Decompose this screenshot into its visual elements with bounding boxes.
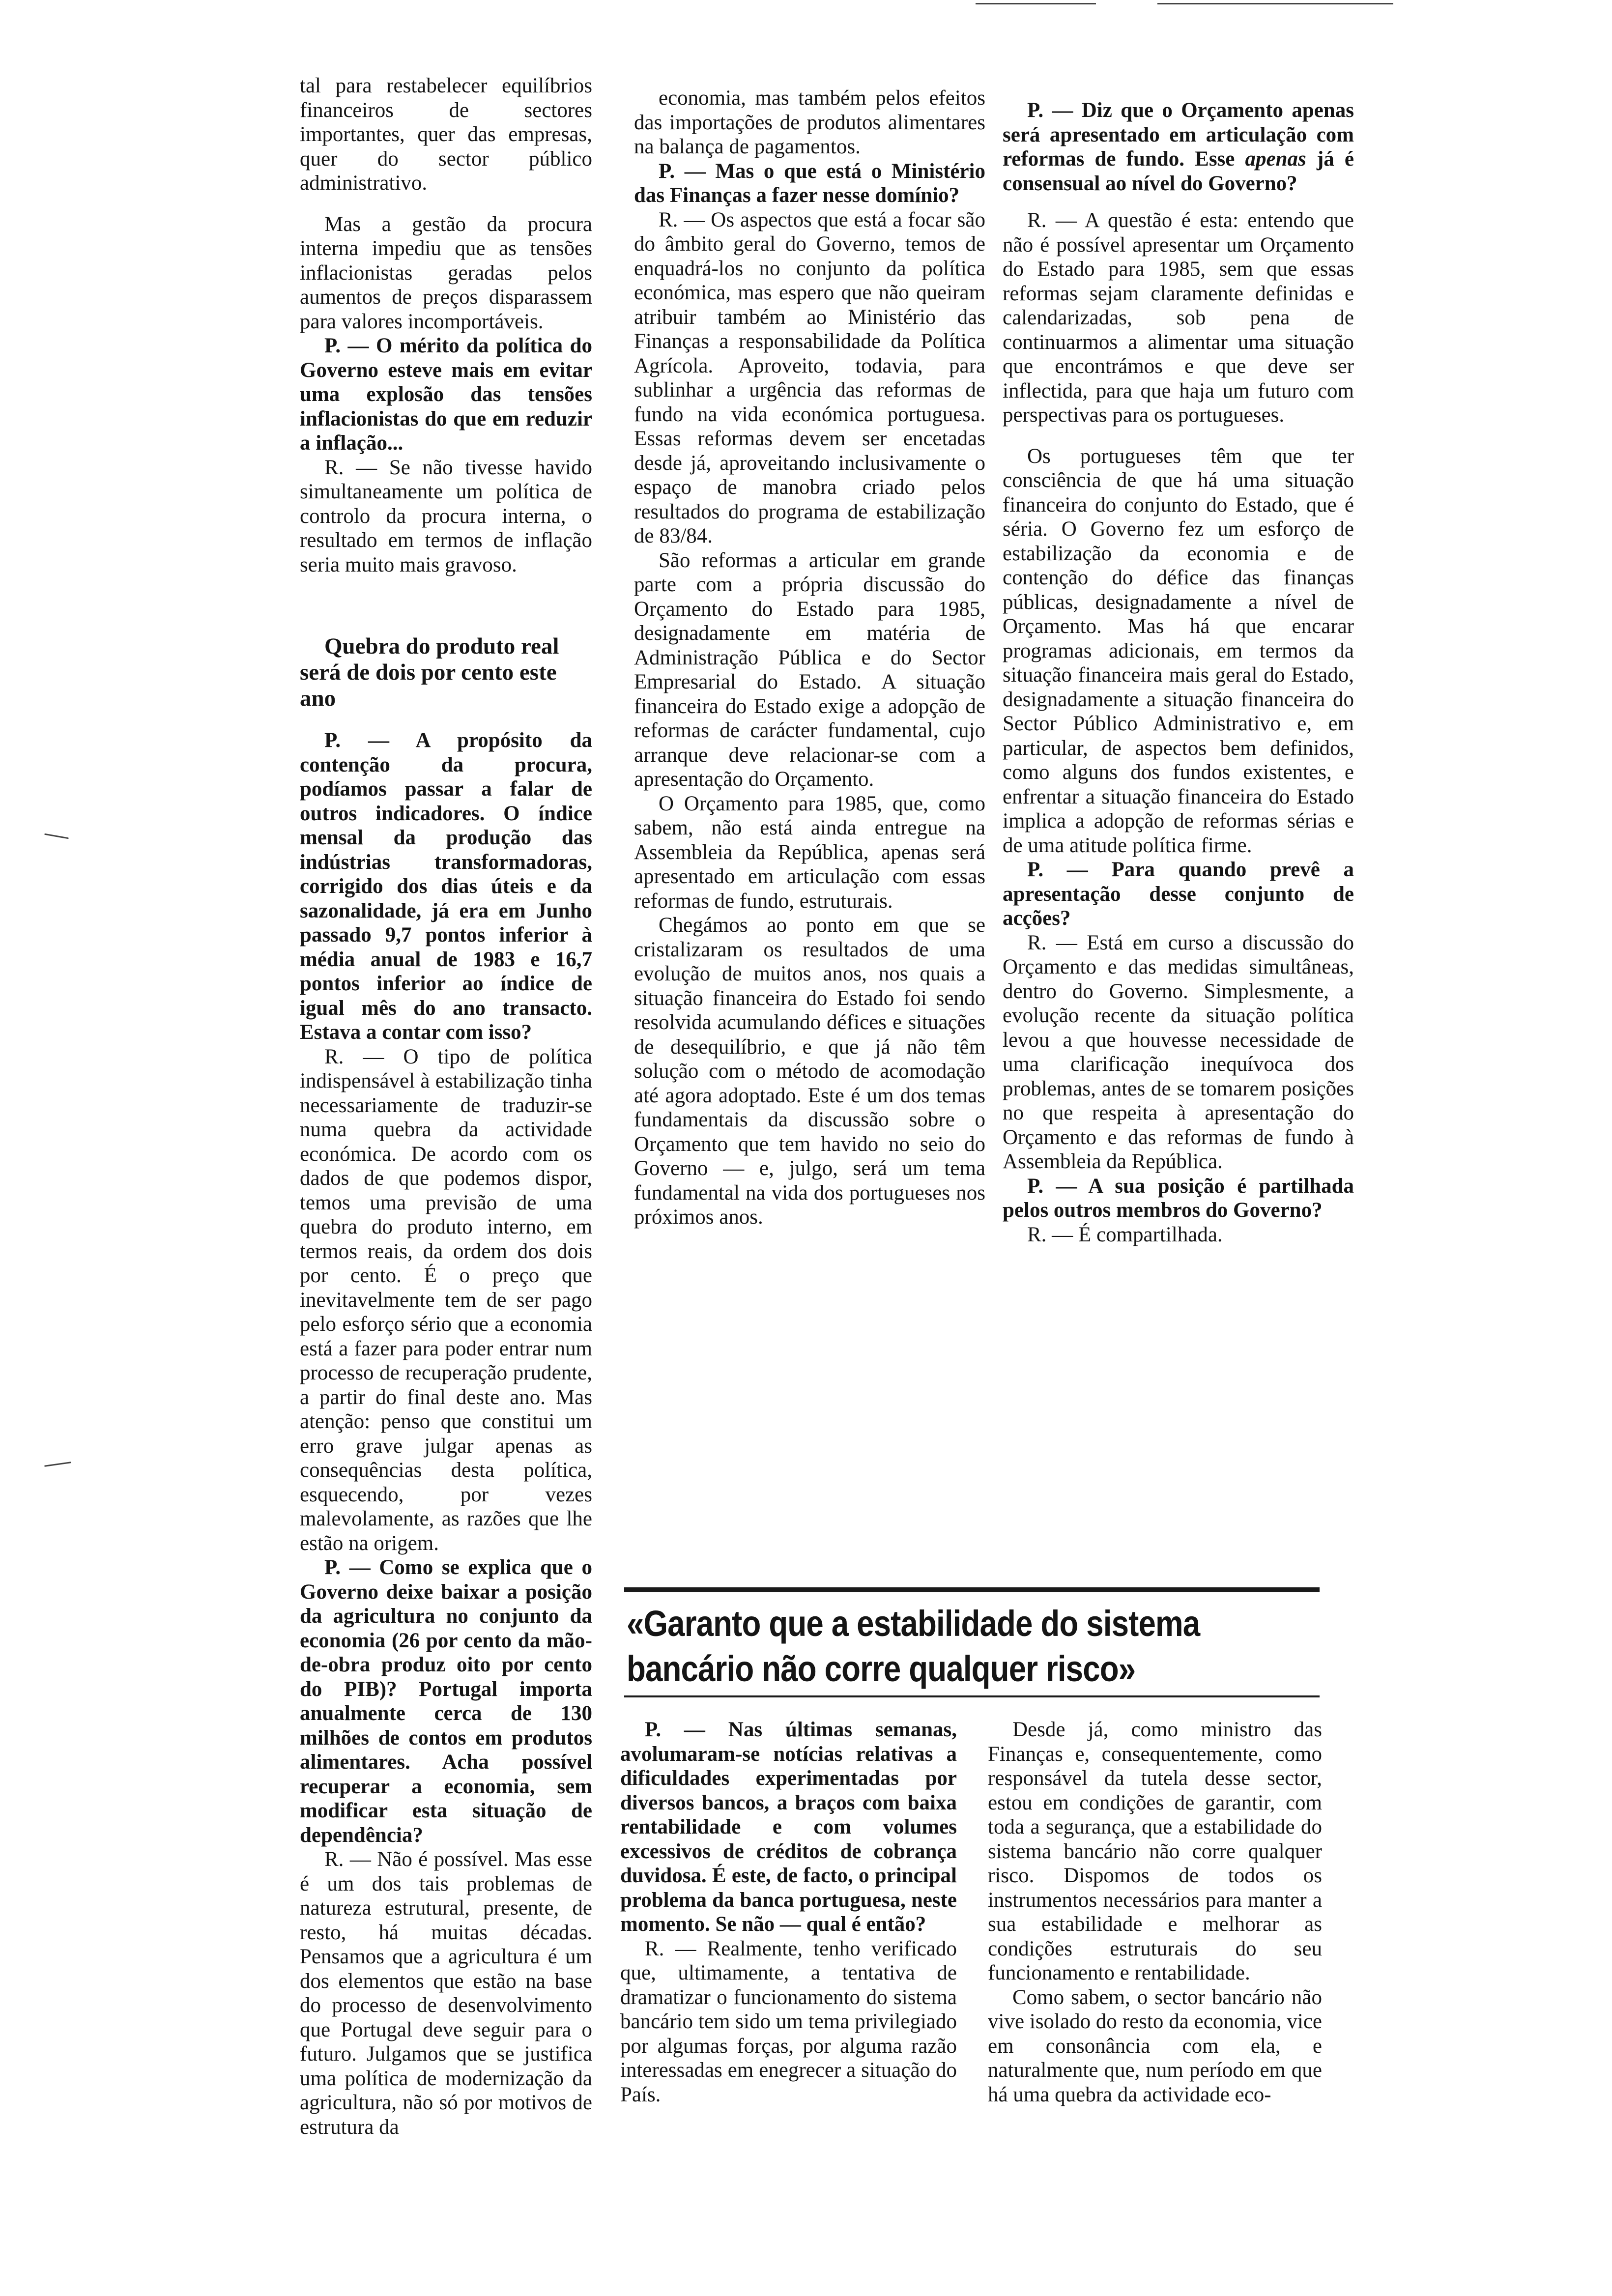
answer-label: R. — (324, 1045, 403, 1068)
headline (627, 1601, 1311, 1692)
answer-label: R. — (324, 456, 389, 479)
headline-top-rule (624, 1587, 1320, 1592)
answer (620, 1937, 957, 2107)
answer (1003, 208, 1354, 428)
answer-label: R. — (645, 1937, 707, 1960)
answer-text: Se não tivesse havido simultaneamente um política de controlo da procura interna, o resultado em termos de inflação seria muito mais gravoso. (300, 456, 592, 576)
question-label: P. — (1027, 858, 1112, 881)
question-text: Para quando prevê a apresentação desse conjunto de acções? (1003, 858, 1354, 930)
subheading: Quebra do produto real será de dois por cento este ano (300, 633, 559, 711)
question (1003, 858, 1354, 931)
column-3 (1003, 98, 1354, 1247)
question-label: P. — (324, 1556, 379, 1579)
paragraph: economia, mas também pelos efeitos das importações de produtos alimentares na balança de pagamentos. (634, 86, 985, 158)
headline-bottom-rule (624, 1695, 1320, 1697)
paragraph: Mas a gestão da procura interna impediu que as tensões inflacionistas geradas pelos aumentos de preços disparassem para valores incomportáveis. (300, 212, 592, 333)
question-label: P. — (324, 729, 416, 752)
answer-text: É compartilhada. (1078, 1223, 1223, 1246)
paragraph: Desde já, como ministro das Finanças e, consequentemente, como responsável da tutela desse sector, estou em condições de garantir, com toda a segurança, que a estabilidade do sistema bancário não corre qualquer risco. Dispomos de todos os instrumentos necessários para manter a sua estabilidade e melhorar as condições estruturais do seu funcionamento e rentabilidade. (988, 1718, 1322, 1984)
question-text: A propósito da contenção da procura, podíamos passar a falar de outros indicadores. O índice mensal da produção das indústrias transformadoras, corrigido dos dias úteis e da sazonalidade, já era em Junho passado 9,7 pontos inferior à média anual de 1983 e 16,7 pontos inferior ao índice de igual mês do ano transacto. Estava a contar com isso? (300, 729, 592, 1044)
column-2 (634, 86, 985, 1230)
answer-text: Está em curso a discussão do Orçamento e das medidas simultâneas, dentro do Governo. Simplesmente, a evolução recente da situação política levou a que houvesse necessidade de uma clarificação inequívoca dos problemas, antes de se tomarem posições no que respeita à apresentação do Orçamento e das reformas de fundo à Assembleia da República. (1003, 931, 1354, 1173)
question-text: A sua posição é partilhada pelos outros membros do Governo? (1003, 1174, 1354, 1222)
paragraph: Chegámos ao ponto em que se cristalizaram os resultados de uma evolução de muitos anos, nos quais a situação financeira do Estado foi sendo resolvida acumulando défices e situações de desequilíbrio, e que já não têm solução com o método de acomodação até agora adoptado. Este é um dos temas fundamentais da discussão sobre o Orçamento que tem havido no seio do Governo — e, julgo, será um tema fundamental na vida dos portugueses nos próximos anos. (634, 914, 985, 1229)
paragraph: São reformas a articular em grande parte com a própria discussão do Orçamento do Estado para 1985, designadamente em matéria de Administração Pública e do Sector Empresarial do Estado. A situação financeira do Estado exige a adopção de reformas de carácter fundamental, cujo arranque deve relacionar-se com a apresentação do Orçamento. (634, 548, 985, 791)
paragraph: O Orçamento para 1985, que, como sabem, não está ainda entregue na Assembleia da República, apenas será apresentado em articulação com essas reformas de fundo, estruturais. (634, 792, 985, 913)
headline-line-2: bancário não corre qualquer risco» (627, 1648, 1136, 1689)
question (1003, 1174, 1354, 1223)
question (1003, 98, 1354, 196)
question-text: Diz que o Orçamento apenas será apresentado em articulação com reformas de fundo. Esse (1003, 99, 1354, 171)
question-text: O mérito da política do Governo esteve mais em evitar uma explosão das tensões inflacionistas do que em reduzir a inflação... (300, 334, 592, 455)
column-1 (300, 74, 592, 2139)
question-text: já é consensual ao nível do Governo? (1003, 147, 1354, 195)
answer-label: R. — (659, 208, 711, 231)
scan-line (976, 3, 1096, 4)
answer-label: R. — (1027, 931, 1087, 954)
answer-text: Não é possível. Mas esse é um dos tais problemas de natureza estrutural, presente, de resto, há muitas décadas. Pensamos que a agricultura é um dos elementos que estão na base do processo de desenvolvimento que Portugal deve seguir para o futuro. Julgamos que se justifica uma política de modernização da agricultura, não só por motivos de estrutura da (300, 1848, 592, 2139)
question (300, 1555, 592, 1847)
question-text: Mas o que está o Ministério das Finanças a fazer nesse domínio? (634, 159, 985, 207)
answer (1003, 1223, 1354, 1247)
question-label: P. — (324, 334, 376, 357)
answer (300, 456, 592, 577)
scan-line (1157, 3, 1393, 4)
question-text: Como se explica que o Governo deixe baixar a posição da agricultura no conjunto da economia (26 por cento da mão-de-obra produz oito por cento do PIB)? Portugal importa anualmente cerca de 130 milhões de contos em produtos alimentares. Acha possível recuperar a economia, sem modificar esta situação de dependência? (300, 1556, 592, 1847)
question-text: Nas últimas semanas, avolumaram-se notícias relativas a dificuldades experimentadas por diversos bancos, a braços com baixa rentabilidade e com volumes excessivos de créditos de cobrança duvidosa. É este, de facto, o principal problema da banca portuguesa, neste momento. Se não — qual é então? (620, 1718, 957, 1936)
answer-label: R. — (1027, 209, 1085, 232)
answer-text: O tipo de política indispensável à estabilização tinha necessariamente de traduzir-se numa quebra da actividade económica. De acordo com os dados de que podemos dispor, temos uma previsão de uma quebra do produto interno, em termos reais, da ordem dos dois por cento. É o preço que inevitavelmente tem de ser pago pelo esforço sério que a economia está a fazer para poder entrar num processo de recuperação prudente, a partir do final deste ano. Mas atenção: penso que constitui um erro grave julgar apenas as consequências desta política, esquecendo, por vezes malevolamente, as razões que lhe estão na origem. (300, 1045, 592, 1555)
answer (300, 1847, 592, 2139)
question (300, 334, 592, 456)
answer-text: Os aspectos que está a focar são do âmbito geral do Governo, temos de enquadrá-los no conjunto da política económica, mas espero que não queiram atribuir também ao Ministério das Finanças a responsabilidade da Política Agrícola. Aproveito, todavia, para sublinhar a urgência das reformas de fundo na vida económica portuguesa. Essas reformas devem ser encetadas desde já, aproveitando inclusivamente o espaço de manobra criado pelos resultados do programa de estabilização de 83/84. (634, 208, 985, 547)
answer-label: R. — (1027, 1223, 1078, 1246)
question-label: P. — (1027, 99, 1082, 122)
column-5 (988, 1718, 1322, 2107)
question-label: P. — (1027, 1174, 1089, 1198)
margin-mark (44, 1462, 71, 1467)
column-4 (620, 1718, 957, 2107)
question (634, 159, 985, 208)
paragraph: Como sabem, o sector bancário não vive isolado do resto da economia, vice em consonância com ela, e naturalmente que, num período em que há uma quebra da actividade eco- (988, 1985, 1322, 2106)
answer-text: Realmente, tenho verificado que, ultimamente, a tentativa de dramatizar o funcionamento do sistema bancário tem sido um tema privilegiado por algumas forças, por alguma razão interessadas em enegrecer a situação do País. (620, 1937, 957, 2106)
paragraph: tal para restabelecer equilíbrios financeiros de sectores importantes, quer das empresas, quer do sector público administrativo. (300, 74, 592, 195)
answer-text: A questão é esta: entendo que não é possível apresentar um Orçamento do Estado para 1985, sem que essas reformas sejam claramente definidas e calendarizadas, sob pena de continuarmos a alimentar uma situação que encontrámos e que deve ser inflectida, para que haja um futuro com perspectivas para os portugueses. (1003, 209, 1354, 427)
question-emphasis: apenas (1245, 147, 1306, 171)
margin-mark (44, 833, 69, 839)
question (300, 728, 592, 1045)
answer-label: R. — (324, 1848, 377, 1871)
question-label: P. — (645, 1718, 728, 1741)
answer (300, 1045, 592, 1556)
answer (1003, 931, 1354, 1174)
question (620, 1718, 957, 1937)
headline-line-1: «Garanto que a estabilidade do sistema (627, 1603, 1200, 1644)
answer (634, 208, 985, 548)
question-label: P. — (659, 159, 716, 183)
paragraph: Os portugueses têm que ter consciência de que há uma situação financeira do conjunto do Estado, que é séria. O Governo fez um esforço de estabilização da economia e de contenção do défice das finanças públicas, designadamente a nível de Orçamento. Mas há que encarar programas adicionais, em termos da situação financeira mais geral do Estado, designadamente a situação financeira do Sector Público Administrativo e, em particular, de aspectos bem definidos, como alguns dos fundos existentes, e enfrentar a situação financeira do Estado implica a adopção de reformas sérias e de uma atitude política firme. (1003, 444, 1354, 857)
